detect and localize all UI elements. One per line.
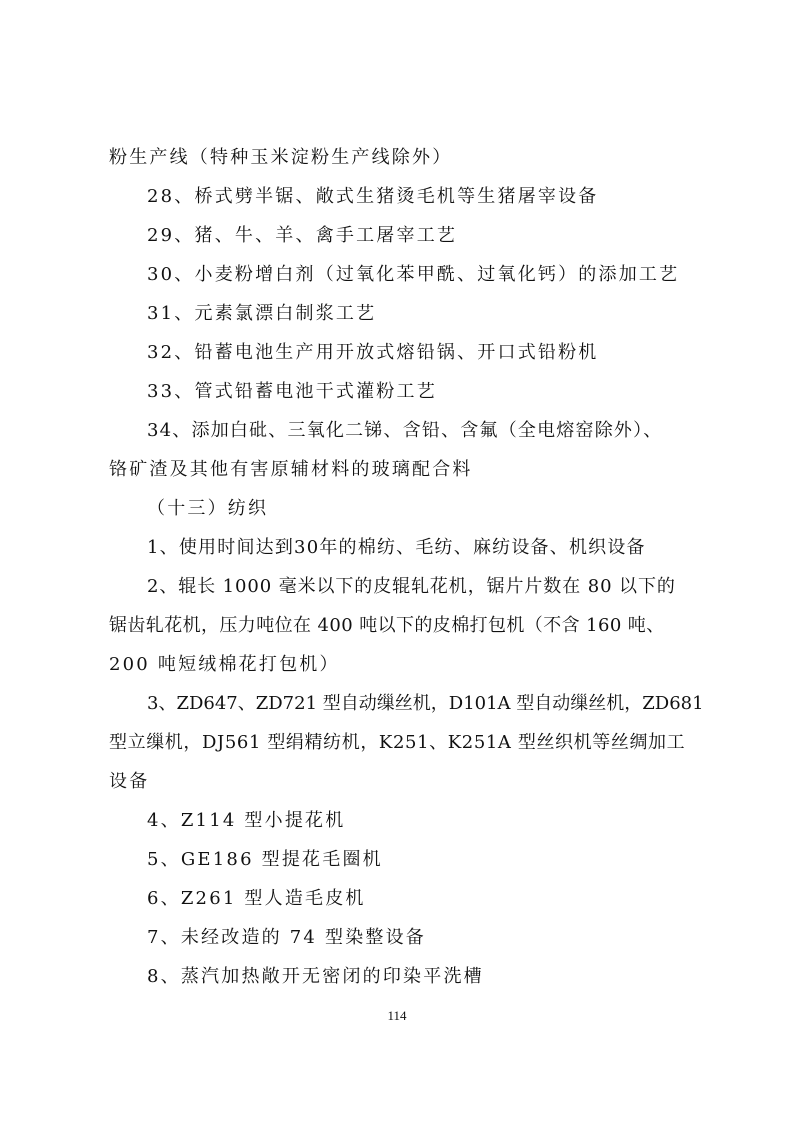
text-line: 3、ZD647、ZD721 型自动缫丝机，D101A 型自动缫丝机，ZD681 (147, 693, 704, 714)
text-line: 8、蒸汽加热敞开无密闭的印染平洗槽 (147, 966, 484, 987)
text-line: 200 吨短绒棉花打包机） (109, 654, 340, 675)
text-line: 型立缫机，DJ561 型绢精纺机，K251、K251A 型丝织机等丝绸加工 (109, 732, 686, 753)
page-number: 114 (387, 1008, 407, 1023)
text-line: 1、使用时间达到30年的棉纺、毛纺、麻纺设备、机织设备 (147, 537, 646, 558)
text-line: 4、Z114 型小提花机 (147, 810, 346, 831)
text-line: 7、未经改造的 74 型染整设备 (147, 927, 426, 948)
text-line: 29、猪、牛、羊、禽手工屠宰工艺 (147, 225, 458, 246)
text-line: 30、小麦粉增白剂（过氧化苯甲酰、过氧化钙）的添加工艺 (147, 264, 680, 285)
section-heading: （十三）纺织 (147, 498, 269, 519)
text-line: 34、添加白砒、三氧化二锑、含铅、含氟（全电熔窑除外）、 (147, 420, 663, 441)
text-line: 31、元素氯漂白制浆工艺 (147, 303, 377, 324)
text-line: 锯齿轧花机，压力吨位在 400 吨以下的皮棉打包机（不含 160 吨、 (109, 615, 665, 636)
text-line: 28、桥式劈半锯、敞式生猪烫毛机等生猪屠宰设备 (147, 186, 599, 207)
text-line: 设备 (109, 771, 150, 792)
text-line: 粉生产线（特种玉米淀粉生产线除外） (109, 147, 453, 168)
text-line: 6、Z261 型人造毛皮机 (147, 888, 366, 909)
text-line: 33、管式铅蓄电池干式灌粉工艺 (147, 381, 437, 402)
text-line: 32、铅蓄电池生产用开放式熔铅锅、开口式铅粉机 (147, 342, 599, 363)
text-line: 5、GE186 型提花毛圈机 (147, 849, 383, 870)
text-line: 铬矿渣及其他有害原辅材料的玻璃配合料 (109, 459, 473, 480)
text-line: 2、辊长 1000 毫米以下的皮辊轧花机，锯片片数在 80 以下的 (147, 576, 676, 597)
